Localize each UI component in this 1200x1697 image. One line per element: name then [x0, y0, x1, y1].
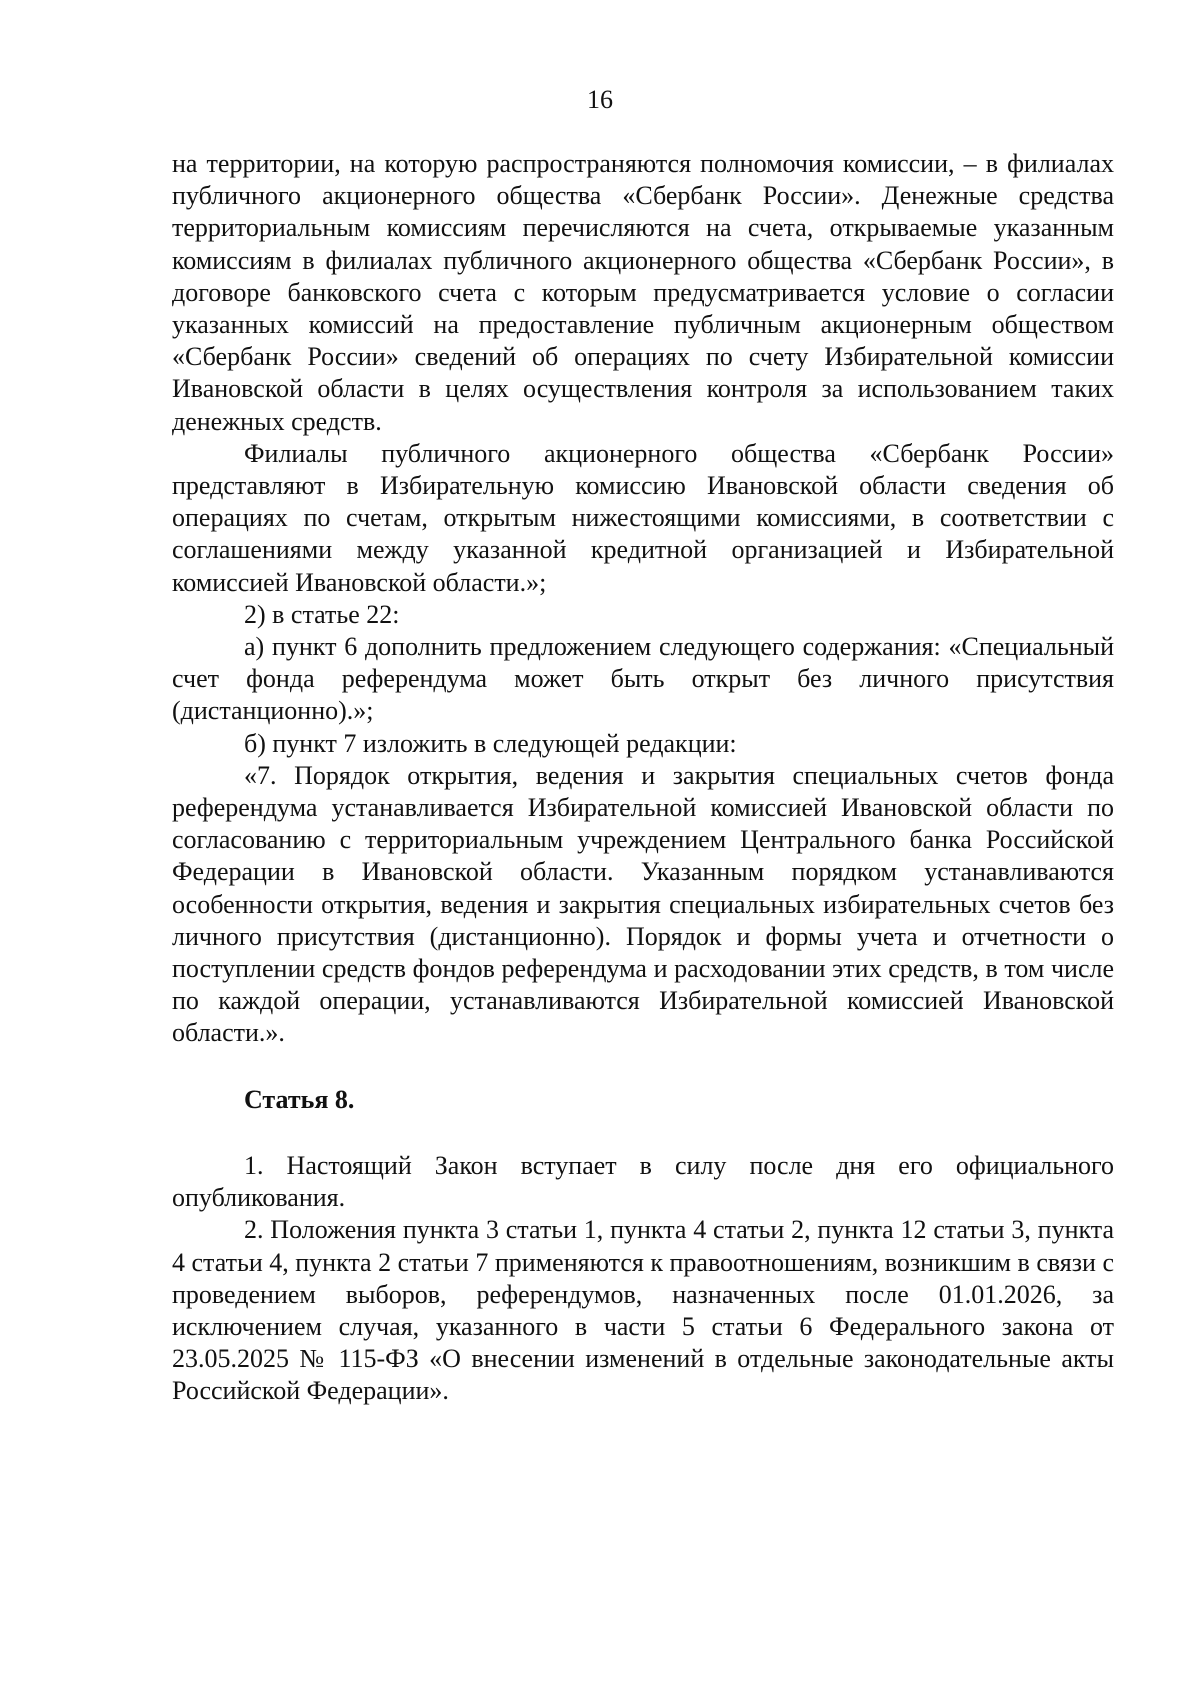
paragraph-article-8-point-2: 2. Положения пункта 3 статьи 1, пункта 4 статьи 2, пункта 12 статьи 3, пункта 4 статьи 4, пункта 2 статьи 7 применяются к правоотношениям, возникшим в связи с проведением выборов, референдумов, назначенных после 01.01.2026, за исключением случая, указанного в части 5 статьи 6 Федерального закона от 23.05.2025 № 115-ФЗ «О внесении изменений в отдельные законодательные акты Российской Федерации». [172, 1215, 1114, 1406]
paragraph-point-7: «7. Порядок открытия, ведения и закрытия специальных счетов фонда референдума устанавливается Избирательной комиссией Ивановской области по согласованию с территориальным учреждением Центрального банка Российской Федерации в Ивановской области. Указанным порядком устанавливаются особенности открытия, ведения и закрытия специальных избирательных счетов без личного присутствия (дистанционно). Порядок и формы учета и отчетности о поступлении средств фондов референдума и расходовании этих средств, в том числе по каждой операции, устанавливаются Избирательной комиссией Ивановской области.». [172, 760, 1114, 1048]
article-heading: Статья 8. [244, 1084, 355, 1114]
paragraph-subitem-b: б) пункт 7 изложить в следующей редакции: [244, 728, 737, 758]
document-body [172, 148, 1114, 1408]
paragraph-continuation: на территории, на которую распространяются полномочия комиссии, – в филиалах публичного акционерного общества «Сбербанк России». Денежные средства территориальным комиссиям перечисляются на счета, открываемые указанным комиссиям в филиалах публичного акционерного общества «Сбербанк России», в договоре банковского счета с которым предусматривается условие о согласии указанных комиссий на предоставление публичным акционерным обществом «Сбербанк России» сведений об операциях по счету Избирательной комиссии Ивановской области в целях осуществления контроля за использованием таких денежных средств. [172, 149, 1114, 436]
paragraph-article-22-intro: 2) в статье 22: [244, 599, 400, 629]
page-number: 16 [587, 85, 613, 114]
paragraph-article-8-point-1: 1. Настоящий Закон вступает в силу после дня его официального опубликования. [172, 1150, 1114, 1213]
paragraph-sberbank-branches: Филиалы публичного акционерного общества «Сбербанк России» представляют в Избирательную комиссию Ивановской области сведения об операциях по счетам, открытым нижестоящими комиссиями, в соответствии с соглашениями между указанной кредитной организацией и Избирательной комиссией Ивановской области.»; [172, 438, 1114, 597]
paragraph-subitem-a: а) пункт 6 дополнить предложением следующего содержания: «Специальный счет фонда референдума может быть открыт без личного присутствия (дистанционно).»; [172, 632, 1114, 726]
